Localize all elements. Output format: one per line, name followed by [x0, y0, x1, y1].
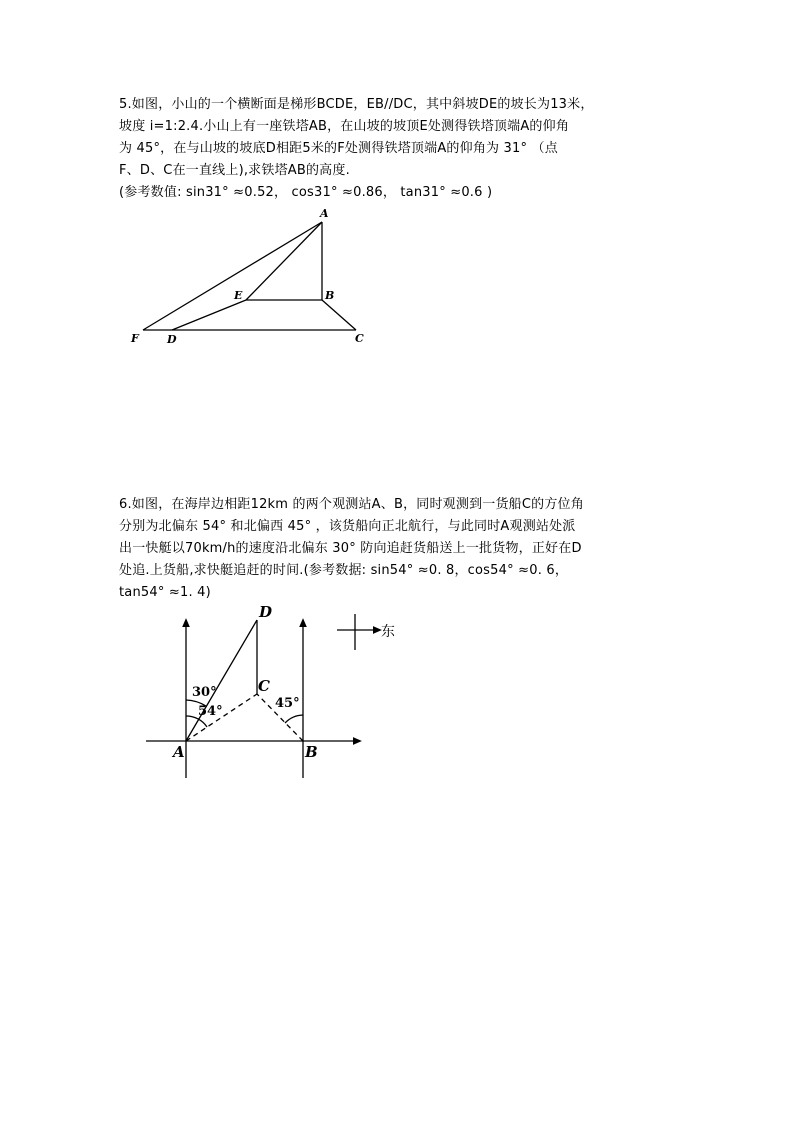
angle-arc-54 — [186, 716, 207, 727]
problem-6-line-4: 处追.上货船,求快艇追赶的时间.(参考数据: sin54° ≈0. 8，cos54° ≈0. 6， — [119, 563, 569, 578]
problem-5-reference-values: (参考数值: sin31° ≈0.52， cos31° ≈0.86， tan31° ≈0.6 ) — [119, 185, 493, 200]
problem-6-line-2: 分别为北偏东 54° 和北偏西 45° ，该货船向正北航行，与此同时A观测站处派 — [119, 519, 576, 534]
problem-5-line-2: 坡度 i=1:2.4.小山上有一座铁塔AB，在山坡的坡顶E处测得铁塔顶端A的仰角 — [119, 119, 570, 134]
point-label-C: C — [258, 677, 270, 695]
point-label-A: A — [173, 743, 185, 761]
line-FA — [143, 222, 322, 330]
line-BC-dashed — [257, 694, 303, 741]
line-DE — [172, 300, 246, 330]
east-label: 东 — [381, 624, 395, 640]
angle-label-45: 45° — [275, 696, 300, 711]
point-label-C: C — [355, 332, 364, 345]
problem-5-text — [119, 94, 689, 204]
angle-label-54: 54° — [198, 704, 223, 719]
line-AD — [186, 620, 257, 741]
point-label-D: D — [259, 603, 273, 621]
problem-5-line-1: 5.如图，小山的一个横断面是梯形BCDE，EB//DC，其中斜坡DE的坡长为13米， — [119, 97, 594, 112]
point-label-F: F — [131, 332, 139, 345]
point-label-B: B — [325, 289, 335, 302]
problem-6-line-1: 6.如图，在海岸边相距12km 的两个观测站A、B，同时观测到一货船C的方位角 — [119, 497, 584, 512]
problem-5-line-3: 为 45°，在与山坡的坡底D相距5米的F处测得铁塔顶端A的仰角为 31° （点 — [119, 141, 558, 156]
angle-arc-30 — [186, 700, 206, 706]
line-AC-dashed — [186, 694, 257, 741]
angle-label-30: 30° — [192, 685, 217, 700]
point-label-E: E — [234, 289, 243, 302]
line-EA — [246, 222, 322, 300]
problem-6-line-3: 出一快艇以70km/h的速度沿北偏东 30° 防向追赶货船送上一批货物，正好在D — [119, 541, 582, 556]
point-label-A: A — [320, 207, 329, 220]
problem-5-line-4: F、D、C在一直线上),求铁塔AB的高度. — [119, 163, 350, 178]
point-label-D: D — [167, 333, 177, 346]
line-BC — [322, 300, 356, 330]
point-label-B: B — [305, 743, 318, 761]
problem-6-reference-values: tan54° ≈1. 4) — [119, 585, 211, 600]
problem-6-text — [119, 494, 689, 604]
angle-arc-45 — [285, 715, 303, 723]
